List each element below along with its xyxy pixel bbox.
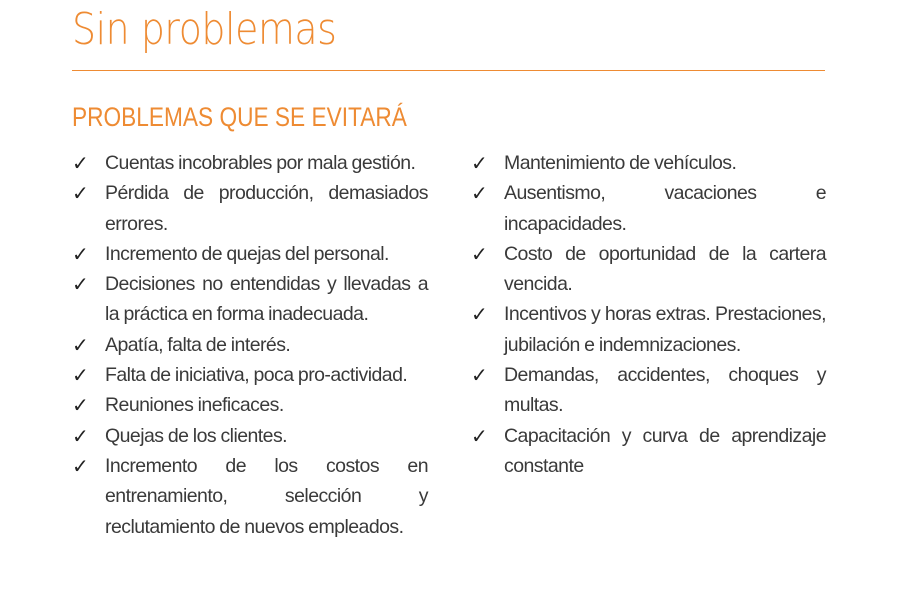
list-item-text: Incremento de los costos en entrenamiento, selección y reclutamiento de nuevos empleados. <box>105 454 428 538</box>
list-item <box>72 360 428 390</box>
checkmark-icon: ✓ <box>471 302 488 327</box>
list-item <box>72 390 428 420</box>
checkmark-icon: ✓ <box>471 181 488 206</box>
list-item <box>471 178 826 239</box>
list-item <box>471 239 826 300</box>
list-item-text: Pérdida de producción, demasiados errores. <box>105 182 428 235</box>
list-item-text: Incentivos y horas extras. Prestaciones, jubilación e indemnizaciones. <box>504 303 826 356</box>
checkmark-icon: ✓ <box>72 453 89 478</box>
checkmark-icon: ✓ <box>471 363 488 388</box>
list-item-text: Costo de oportunidad de la cartera vencida. <box>504 242 826 296</box>
checkmark-icon: ✓ <box>72 151 89 175</box>
section-heading: PROBLEMAS QUE SE EVITARÁ <box>72 102 407 132</box>
list-item-text: Cuentas incobrables por mala gestión. <box>105 152 416 174</box>
list-item-text: Incremento de quejas del personal. <box>105 242 389 265</box>
checkmark-icon: ✓ <box>72 423 89 448</box>
checkmark-icon: ✓ <box>72 272 89 297</box>
page-title: Sin problemas <box>72 4 337 55</box>
list-item <box>471 360 826 421</box>
list-item-text: Decisiones no entendidas y llevadas a la práctica en forma inadecuada. <box>105 273 428 326</box>
checkmark-icon: ✓ <box>72 181 89 206</box>
list-item <box>72 148 428 178</box>
list-item-text: Reuniones ineficaces. <box>105 394 284 417</box>
list-item-text: Capacitación y curva de aprendizaje constante <box>504 424 826 477</box>
checkmark-icon: ✓ <box>72 332 89 357</box>
list-item <box>72 269 428 330</box>
checkmark-icon: ✓ <box>471 423 488 448</box>
list-item-text: Apatía, falta de interés. <box>105 333 291 356</box>
checkmark-icon: ✓ <box>72 363 89 388</box>
list-item <box>72 178 428 239</box>
problems-list-right <box>471 148 826 481</box>
checkmark-icon: ✓ <box>471 241 488 266</box>
list-item-text: Demandas, accidentes, choques y multas. <box>504 364 826 417</box>
list-item-text: Ausentismo, vacaciones e incapacidades. <box>504 182 826 235</box>
title-divider <box>72 70 825 71</box>
list-item <box>72 239 428 269</box>
checkmark-icon: ✓ <box>471 151 488 175</box>
list-item <box>471 421 826 482</box>
list-item <box>72 451 428 542</box>
checkmark-icon: ✓ <box>72 393 89 418</box>
list-item <box>471 148 826 178</box>
list-item <box>72 421 428 451</box>
list-item <box>471 299 826 360</box>
list-item-text: Mantenimiento de vehículos. <box>504 152 737 174</box>
checkmark-icon: ✓ <box>72 241 89 266</box>
list-item-text: Quejas de los clientes. <box>105 424 288 447</box>
list-item-text: Falta de iniciativa, poca pro-actividad. <box>105 364 408 387</box>
list-item <box>72 330 428 360</box>
problems-list-left <box>72 148 428 542</box>
